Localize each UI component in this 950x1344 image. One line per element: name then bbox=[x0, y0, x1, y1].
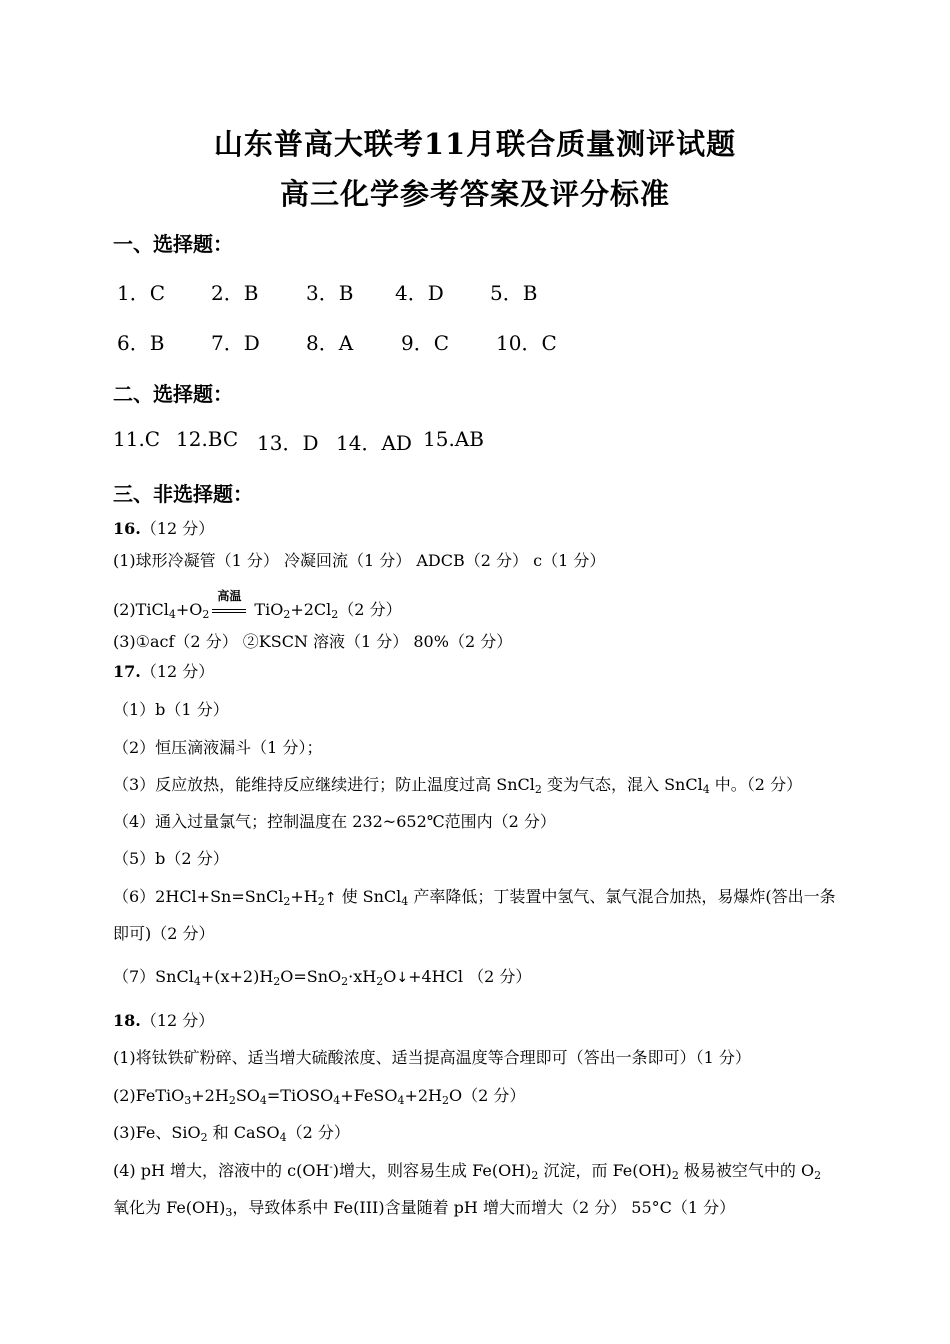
answer-11: 11.C bbox=[113, 427, 161, 451]
section-2-heading: 二、选择题： bbox=[113, 382, 233, 406]
q18-line-3: (3)Fe、SiO$_2$ 和 CaSO$_4$（2 分） bbox=[113, 1123, 350, 1144]
answer-5: 5．B bbox=[490, 281, 538, 305]
condition-label: 高温 bbox=[217, 589, 242, 603]
equals-condition-sign bbox=[212, 589, 246, 613]
gas-arrow-icon: ↑ bbox=[324, 890, 337, 906]
answer-2: 2．B bbox=[211, 281, 259, 305]
question-18-number: 18. bbox=[113, 1011, 141, 1030]
answer-14: 14．AD bbox=[336, 431, 412, 455]
q16-line-1: (1)球形冷凝管（1 分） 冷凝回流（1 分） ADCB（2 分） c（1 分） bbox=[113, 551, 606, 570]
q17-line-7: $(7)SnCl_4+(x+2)H_2O=SnO_2\cdot xH_2O↓+4HCl$ （2 分） bbox=[113, 967, 532, 988]
document-subtitle: 高三化学参考答案及评分标准 bbox=[279, 177, 670, 211]
answer-15: 15.AB bbox=[423, 427, 484, 451]
question-16-header bbox=[113, 516, 214, 539]
document-title: 山东普高大联考11月联合质量测评试题 bbox=[213, 127, 737, 161]
answer-6: 6．B bbox=[117, 331, 165, 355]
q18-line-5: 氧化为 $Fe(OH)_3$，导致体系中 Fe(III)含量随着 pH 增大而增大（2 分） 55°C（1 分） bbox=[113, 1198, 736, 1219]
question-18-score: （12 分） bbox=[140, 1011, 215, 1030]
question-17-score: （12 分） bbox=[140, 662, 215, 681]
answer-13: 13．D bbox=[257, 431, 319, 455]
question-17-header bbox=[113, 659, 214, 682]
q17-line-6-cont: 即可)（2 分） bbox=[113, 924, 215, 943]
q16-line-3: (3)①acf（2 分） ②KSCN 溶液（1 分） 80%（2 分） bbox=[113, 632, 513, 651]
q18-line-1: (1)将钛铁矿粉碎、适当增大硫酸浓度、适当提高温度等合理即可（答出一条即可）（1 分） bbox=[113, 1048, 751, 1067]
precipitate-arrow-icon: ↓ bbox=[396, 970, 409, 986]
answer-3: 3．B bbox=[306, 281, 354, 305]
answer-8: 8．A bbox=[306, 331, 354, 355]
section-3-heading: 三、非选择题： bbox=[113, 482, 253, 506]
answer-1: 1．C bbox=[117, 281, 166, 305]
q17-line-3: （3）反应放热，能维持反应继续进行；防止温度过高 SnCl$_2$ 变为气态，混入 SnCl$_4$ 中。（2 分） bbox=[113, 775, 803, 796]
question-16-number: 16. bbox=[113, 519, 141, 538]
q17-line-2: （2）恒压滴液漏斗（1 分）； bbox=[113, 738, 323, 757]
answer-7: 7．D bbox=[211, 331, 260, 355]
question-17-number: 17. bbox=[113, 662, 141, 681]
q18-line-4: (4) pH 增大，溶液中的 c(OH-)增大，则容易生成 $Fe(OH)_2$ 沉淀，而 $Fe(OH)_2$ 极易被空气中的 $O_2$ bbox=[113, 1161, 822, 1182]
question-18-header bbox=[113, 1008, 214, 1031]
answer-10: 10．C bbox=[496, 331, 557, 355]
q18-line-2: $(2)FeTiO_3+2H_2SO_4=TiOSO_4+FeSO_4+2H_2O(2$ 分） bbox=[113, 1086, 526, 1107]
q17-line-5: （5）b（2 分） bbox=[113, 849, 229, 868]
question-16-score: （12 分） bbox=[140, 519, 215, 538]
answer-12: 12.BC bbox=[176, 427, 239, 451]
answer-4: 4．D bbox=[395, 281, 444, 305]
q16-line-2: $(2)TiCl_4+O_2$ 高温 $TiO_2+2Cl_2(2$ 分） bbox=[113, 589, 402, 621]
answer-9: 9．C bbox=[401, 331, 450, 355]
section-1-heading: 一、选择题： bbox=[113, 232, 233, 256]
q17-line-6: $(6)2HCl+Sn=SnCl_2+H_2↑$ 使 SnCl$_4$ 产率降低；丁装置中氢气、氯气混合加热，易爆炸(答出一条 bbox=[113, 887, 836, 908]
q17-line-4: （4）通入过量氯气；控制温度在 232~652℃范围内（2 分） bbox=[113, 812, 556, 831]
q17-line-1: （1）b（1 分） bbox=[113, 700, 229, 719]
